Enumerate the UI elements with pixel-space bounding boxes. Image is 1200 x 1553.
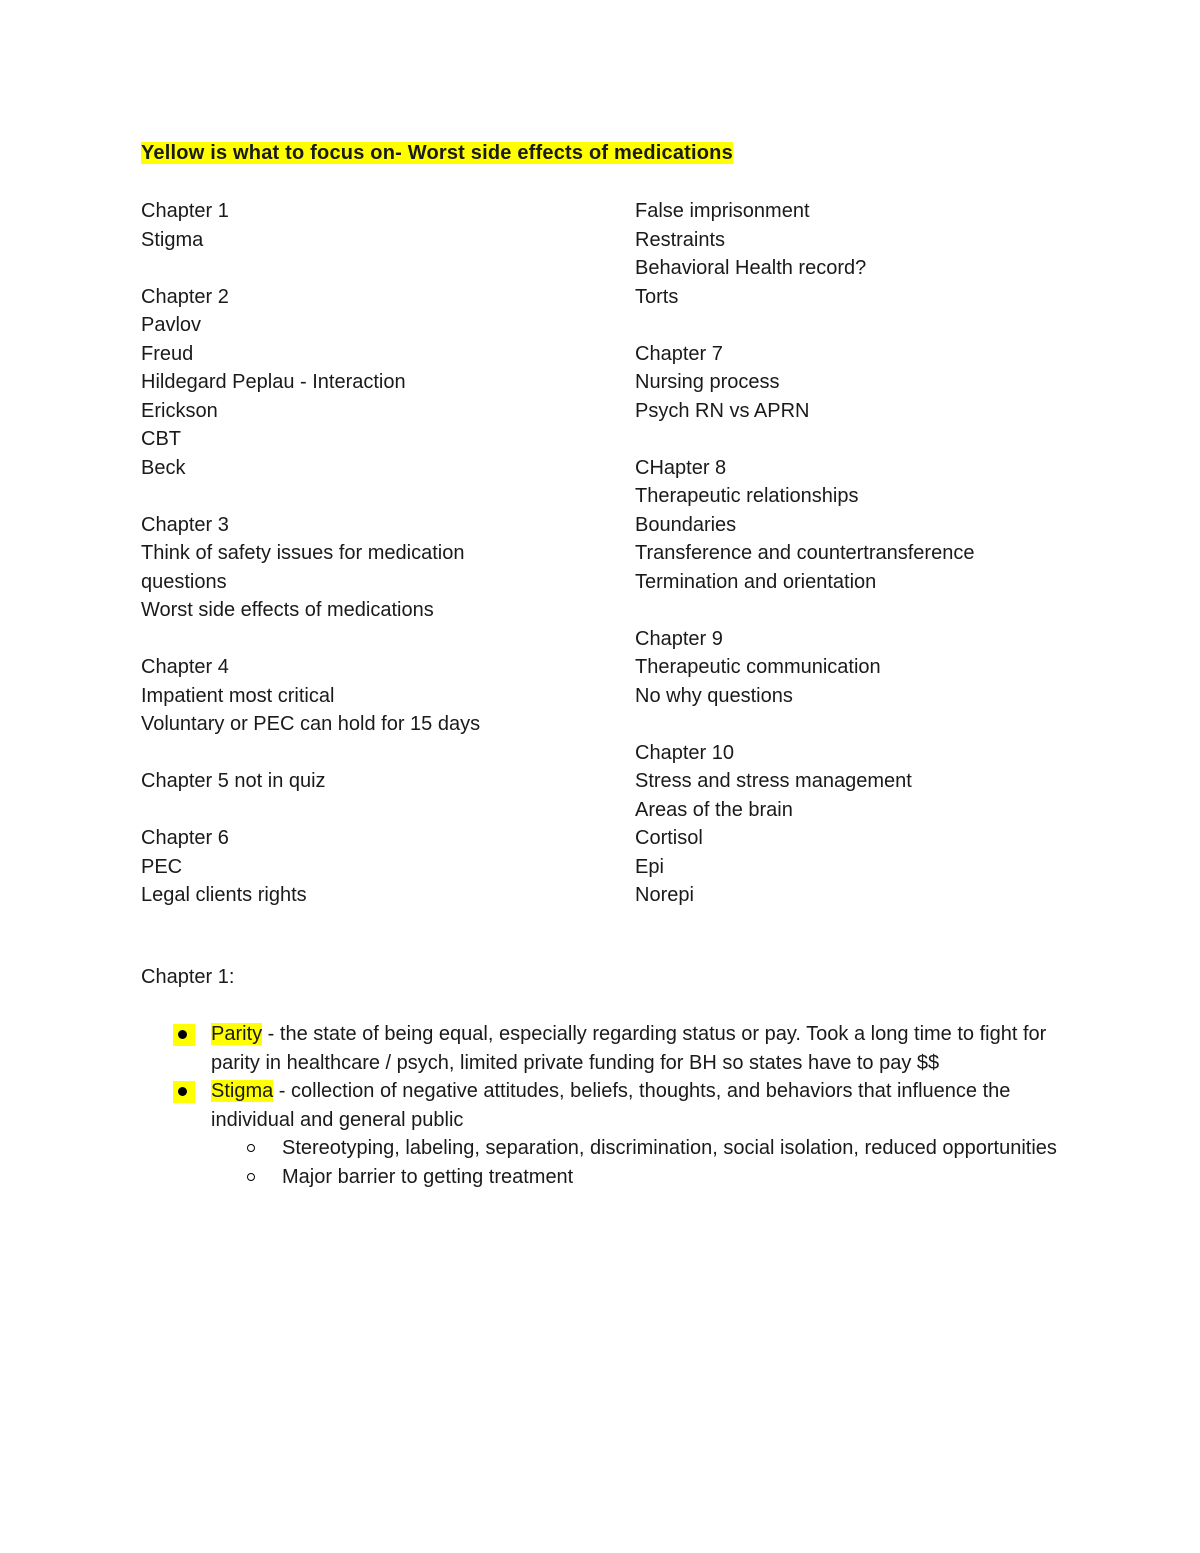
chapter-block bbox=[141, 824, 611, 910]
chapter-title: Chapter 4 bbox=[141, 656, 229, 678]
chapter-block bbox=[635, 340, 1155, 426]
chapter-title: Chapter 5 not in quiz bbox=[141, 770, 326, 792]
chapter-block bbox=[635, 454, 1155, 597]
notes-bullet-list bbox=[141, 1020, 1061, 1191]
sub-item-text: Major barrier to getting treatment bbox=[282, 1165, 574, 1188]
topic-item: Torts bbox=[635, 285, 679, 308]
topic-item: Legal clients rights bbox=[141, 884, 307, 906]
topic-item: No why questions bbox=[635, 684, 793, 707]
bullet-icon bbox=[178, 1030, 187, 1039]
definition: - the state of being equal, especially regarding status or pay. Took a long time to fight for parity in healthcare / psych, limited private funding for BH so states have to pay $$ bbox=[211, 1023, 1047, 1074]
term: Parity bbox=[211, 1023, 263, 1045]
chapter-notes bbox=[141, 963, 1061, 1191]
chapter-block bbox=[141, 767, 611, 796]
topic-item: Termination and orientation bbox=[635, 570, 877, 593]
chapter-block bbox=[635, 197, 1155, 311]
topic-item: Impatient most critical bbox=[141, 684, 335, 707]
topic-item: Psych RN vs APRN bbox=[635, 399, 810, 422]
topic-item: Cortisol bbox=[635, 827, 703, 849]
topic-item: Beck bbox=[141, 456, 186, 479]
topic-item: Therapeutic relationships bbox=[635, 485, 859, 507]
page-heading bbox=[141, 139, 733, 167]
chapter-block bbox=[141, 283, 611, 483]
topic-item: Pavlov bbox=[141, 314, 202, 336]
topic-item: PEC bbox=[141, 855, 183, 878]
chapter-list-right bbox=[635, 197, 1155, 938]
sub-bullet-list bbox=[211, 1134, 1061, 1191]
sub-list-item bbox=[211, 1163, 1061, 1192]
sub-item-text: Stereotyping, labeling, separation, discrimination, social isolation, reduced opportunities bbox=[282, 1137, 1057, 1159]
chapter-block bbox=[141, 197, 611, 254]
chapter-block bbox=[141, 511, 611, 625]
topic-item: CBT bbox=[141, 428, 181, 450]
chapter-title: Chapter 6 bbox=[141, 827, 229, 849]
chapter-block bbox=[635, 739, 1155, 910]
term: Stigma bbox=[211, 1080, 274, 1102]
topic-item: Voluntary or PEC can hold for 15 days bbox=[141, 713, 481, 735]
topic-item: Therapeutic communication bbox=[635, 656, 881, 678]
notes-title: Chapter 1: bbox=[141, 966, 235, 988]
definition: - collection of negative attitudes, beliefs, thoughts, and behaviors that influence the individual and general public bbox=[211, 1080, 1011, 1131]
list-item bbox=[141, 1077, 1061, 1191]
list-item bbox=[141, 1020, 1061, 1077]
chapter-title: Chapter 9 bbox=[635, 627, 723, 650]
topic-item: Stress and stress management bbox=[635, 770, 912, 792]
hollow-bullet-icon bbox=[247, 1144, 255, 1152]
chapter-title: CHapter 8 bbox=[635, 456, 727, 479]
chapter-title: Chapter 1 bbox=[141, 200, 229, 222]
chapter-block bbox=[635, 625, 1155, 711]
chapter-list-left bbox=[141, 197, 611, 938]
chapter-title: Chapter 10 bbox=[635, 741, 734, 764]
bullet-icon bbox=[178, 1087, 187, 1096]
topic-item: Restraints bbox=[635, 228, 726, 251]
topic-item: Stigma bbox=[141, 228, 204, 251]
chapter-title: Chapter 3 bbox=[141, 513, 229, 536]
chapter-title: Chapter 2 bbox=[141, 285, 229, 308]
topic-item: Nursing process bbox=[635, 371, 780, 393]
topic-item: Epi bbox=[635, 855, 664, 878]
topic-item: Freud bbox=[141, 342, 194, 365]
heading-highlight: Yellow is what to focus on- Worst side effects of medications bbox=[141, 142, 733, 164]
topic-item: Boundaries bbox=[635, 513, 737, 536]
sub-list-item bbox=[211, 1134, 1061, 1163]
topic-item: Worst side effects of medications bbox=[141, 599, 434, 621]
topic-item: Norepi bbox=[635, 884, 694, 906]
topic-item: Hildegard Peplau - Interaction bbox=[141, 371, 406, 393]
topic-item: Behavioral Health record? bbox=[635, 257, 867, 279]
topic-item: Erickson bbox=[141, 399, 218, 422]
topic-item: Areas of the brain bbox=[635, 798, 793, 821]
topic-item: Think of safety issues for medication questions bbox=[141, 542, 465, 593]
chapter-title: Chapter 7 bbox=[635, 342, 723, 365]
topic-item: False imprisonment bbox=[635, 200, 810, 222]
hollow-bullet-icon bbox=[247, 1173, 255, 1181]
chapter-block bbox=[141, 653, 611, 739]
topic-item: Transference and countertransference bbox=[635, 542, 975, 564]
